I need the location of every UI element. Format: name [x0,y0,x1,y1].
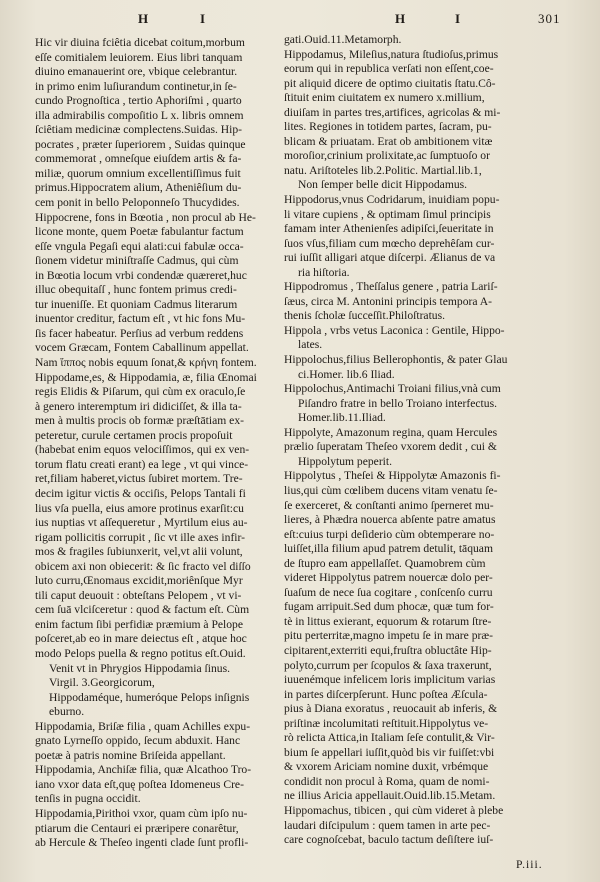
text-line: Hippodaméque, humeróque Pelops inſignis [49,690,250,704]
text-line: lates. [298,338,323,352]
text-line: eſſe vngula Pegaſi equi alati:cui fabulæ occa- [35,239,244,253]
text-line: ptiarum die Centauri ei præripere conarêtur, [35,821,239,835]
text-line: Hippola , vrbs vetus Laconica : Gentile, Hippo- [284,323,505,337]
text-line: condidit non procul à Roma, quam de nomi- [284,774,490,788]
text-line: ſe exerceret, & conſtanti animo ſperneret mu- [284,498,494,512]
text-line: Hippolytum peperit. [298,454,393,468]
text-line: luto curru,Œnomaus excidit,moriênſque Myr [35,574,243,588]
text-line: poetæ à patris nomine Briſeida appellant. [35,748,226,762]
text-line: diuino emanauerint ore, vbique celebrantur. [35,65,238,79]
text-line: videret Hippolytus patrem nouercæ dolo per- [284,571,493,585]
text-line: ſis facer habeatur. Perſius ad verbum reddens [35,326,244,340]
text-line: pius à Diana exoratus , reuocauit ab inferis, & [284,702,498,716]
text-line: famam inter Athenienſes adipiſci,ſeueritate in [284,222,494,236]
text-line: peteretur, curule certamen procis propoſuit [35,428,233,442]
text-line: lites. Regiones in totidem partes, ſacram, pu- [284,120,492,134]
text-line: commemorat , omneſque eiuſdem artis & fa- [35,152,242,166]
left-column [35,36,277,851]
text-line: prælio ſuperatam Theſeo vxorem dedit , cui & [284,440,497,454]
text-line: lius vſa puella, eius amore protinus exarſit:cu [35,501,244,515]
right-column [284,33,556,848]
text-line: ſuos vſus,filiam cum mœcho deprehêſam cur- [284,236,495,250]
page-number: 301 [538,11,561,26]
text-line: illa admirabilis compoſitio L x. libris omnem [35,108,244,122]
text-line: tenſis in pugna occidit. [35,792,141,806]
text-line: iuuenémque infelicem loris implicitum varias [284,673,496,687]
text-line: Hippodamia, Anchiſæ filia, quæ Alcathoo Tro- [35,763,252,777]
text-line: laudari diſcipulum : quem tamen in arte pec- [284,818,491,832]
text-line: à genero interemptum iri didiciſſet, & illa ta- [35,399,242,413]
text-line: ci.Homer. lib.6 Iliad. [298,367,395,381]
text-line: lieres, à Phædra nouerca abſente patre amatus [284,513,496,527]
text-line: eſt:cuius turpi deſiderio cùm obtemperare no- [284,527,495,541]
text-line: iano vxor data eſt,quę poſtea Idomeneus Cre- [35,777,244,791]
text-line: eorum qui in republica verſati non eſſent,coe- [284,62,494,76]
text-line: polyto,currum per ſcopulos & ſaxa traxerunt, [284,658,492,672]
text-line: care cognoſcebat, baculo tactum deſiſtere iuſ- [284,833,494,847]
text-line: eſſe comitialem leuiorem. Eius libri tanquam [35,50,243,64]
text-line: ſciêtiam medicinæ complectens.Suidas. Hip- [35,123,243,137]
text-line: ius nuptias vt aſſequeretur , Myrtilum eius au- [35,516,248,530]
running-head-right-i: I [455,11,462,26]
text-line: illuc obequitaſſ , hunc fontem primus credi- [35,283,237,297]
running-head-left-h: H [138,11,150,26]
text-line: rò relicta Attica,in Italiam ſeſe contulit,& Vir- [284,731,495,745]
text-line: decim igitur victis & occiſis, Pelops Tantali fi [35,486,246,500]
text-line: lius,qui cùm cœlibem ducens vitam venatu ſe- [284,483,498,497]
text-line: pocrates , præter ſuperiorem , Suidas quinque [35,137,246,151]
text-line: ria hiſtoria. [298,265,350,279]
text-line: luiſſet,illa filium apud patrem detulit, tāquam [284,542,493,556]
text-line: natu. Ariſtoteles lib.2.Politic. Martial.lib.1, [284,163,482,177]
text-line: regis Elidis & Piſarum, qui cùm ex oraculo,ſe [35,385,246,399]
signature-mark: P.iii. [516,858,543,871]
text-line: in primo enim luſiurandum continetur,in ſe- [35,79,237,93]
text-line: Hippolochus,filius Bellerophontis, & pater Glau [284,353,508,367]
text-line: Hic vir diuina fciêtia dicebat coitum,morbum [35,36,245,49]
text-line: ſionem videtur miniſtraſſe Cadmus, qui cùm [35,254,239,268]
text-line: licone monte, quem Poetæ fabulantur factum [35,225,244,239]
text-line: Non ſemper belle dicit Hippodamus. [298,178,468,192]
text-line: primus.Hippocratem alium, Atheniêſium du- [35,181,242,195]
text-line: de ſtupro eam appellaſſet. Quamobrem cùm [284,556,486,570]
text-line: mos & fragiles ſubiunxerit, vel,vt alii volunt, [35,545,243,559]
text-line: li vitare cupiens , & optimam ſimul principis [284,207,491,221]
text-line: Venit vt in Phrygios Hippodamia ſinus. [49,661,230,675]
text-line: Hippodorus,vnus Codridarum, inuidiam popu- [284,193,500,207]
text-line: fugam arripuit.Sed dum phocæ, quæ tum for- [284,600,494,614]
text-line: bium ſe appellari iuſſit,quòd bis vir fuiſſet:vbi [284,745,495,759]
text-line: cem ponit in bello Peloponneſo Thucydides. [35,196,240,210]
text-line: miliæ, quorum omnium excellentiſſimus fuit [35,166,241,180]
text-line: obicem axi non obiecerit: & ſic fracto vel diſſo [35,559,251,573]
text-line: Hippodamia, Briſæ filia , quam Achilles expu- [35,719,251,733]
text-line: Nam ἵππος nobis equum ſonat,& κρήνη fontem. [35,356,257,370]
text-line: pitu perterritæ,magno impetu ſe in mare præ- [284,629,493,643]
text-line: in Bœotia locum vrbi condendæ quæreret,huc [35,268,247,282]
text-line: ret,filiam haberet,victus ſubiret mortem. Tre- [35,472,243,486]
text-line: eburno. [49,705,85,719]
text-line: Hippomachus, tibicen , qui cùm videret à plebe [284,803,504,817]
text-line: (habebat enim equos velociſſimos, qui ex ven- [35,443,250,457]
text-line: Hippodame,es, & Hippodamia, æ, filia Œnomai [35,370,257,384]
text-line: Hippolytus , Theſei & Hippolytæ Amazonis fi- [284,469,501,483]
text-line: Hippocrene, fons in Bœotia , non procul ab He- [35,210,256,224]
text-line: diuiſam in partes tres,artifices, agricolas & mi- [284,105,501,119]
text-line: cem ſuā vlciſceretur : quod & factum eſt. Cùm [35,603,250,617]
text-line: ne illius Aricia appellauit.Ouid.lib.15.Metam. [284,789,496,803]
text-line: tur inueniſſe. Et quoniam Cadmus literarum [35,297,238,311]
text-line: vocem Græcam, Fontem Caballinum appellat. [35,341,249,355]
text-line: cipitarent,exterriti equi,fruſtra obluctâte Hip- [284,643,492,657]
text-line: & vxorem Ariciam nomine duxit, vrbémque [284,760,489,774]
running-head-left-i: I [200,11,207,26]
text-line: poſceret,ab eo in mare deiectus eſt , atque hoc [35,632,247,646]
text-line: cundo Prognoſtica , tertio Aphoriſmi , quarto [35,94,242,108]
text-line: Piſandro fratre in bello Troiano interfectus. [298,396,497,410]
text-line: tè in littus exierant, equorum & rotarum ſtre- [284,614,492,628]
text-line: blicam & priuatam. Erat ob ambitionem vitæ [284,134,493,148]
text-line: ſæus, circa M. Antonini principis tempora A- [284,294,493,308]
text-line: ſuaſum de nece ſua cogitare , conſcenſo curru [284,585,493,599]
text-line: inuentor creditur, factum eſt , vt hic fons Mu- [35,312,246,326]
running-head-right-h: H [395,11,407,26]
text-line: Hippodamus, Mileſius,natura ſtudioſus,primus [284,47,499,61]
text-line: tili caput deuouit : obteſtans Pelopem , vt vi- [35,588,242,602]
text-line: Virgil. 3.Georgicorum, [49,676,155,690]
text-line: torum flatu creati erant) ea lege , vt qui vince- [35,457,249,471]
text-line: Hippodromus , Theſſalus genere , patria Lariſ- [284,280,498,294]
text-line: pit aliquid dicere de optimo ciuitatis ſtatu.Cô- [284,76,496,90]
text-line: ſtituit enim ciuitatem ex numero x.millium, [284,91,485,105]
text-line: rigam pollicitis corrupit , ſic vt ille axes infir- [35,530,246,544]
text-line: gnato Lyrneſſo oppido, ſecum abduxit. Hanc [35,734,241,748]
text-line: priſtinæ incolumitati reſtituit.Hippolytus ve- [284,716,489,730]
text-line: modo Pelops puella & regno potitus eſt.Ouid. [35,646,246,660]
text-line: Hippolochus,Antimachi Troiani filius,vnà cum [284,382,501,396]
text-line: Hippolyte, Amazonum regina, quam Hercules [284,425,498,439]
text-line: rui iuſſit alligari atque diſcerpi. Ælianus de va [284,251,496,265]
text-line: Homer.lib.11.Iliad. [298,411,386,425]
text-line: ab Hercule & Theſeo ingenti clade ſunt profli- [35,836,249,850]
text-line: moroſior,crinium prolixitate,ac ſumptuoſo or [284,149,490,163]
text-line: gati.Ouid.11.Metamorph. [284,33,402,46]
text-line: men à multis procis ob formæ præſtātiam ex- [35,414,244,428]
text-line: enim factum ſibi perfidiæ præmium à Pelope [35,617,244,631]
text-line: in partes diſcerpſerunt. Hunc poſtea Æſcula- [284,687,488,701]
text-line: Hippodamia,Pirithoi vxor, quam cùm ipſo nu- [35,806,248,820]
text-line: thenis ſcholæ ſucceſſit.Philoſtratus. [284,309,446,323]
